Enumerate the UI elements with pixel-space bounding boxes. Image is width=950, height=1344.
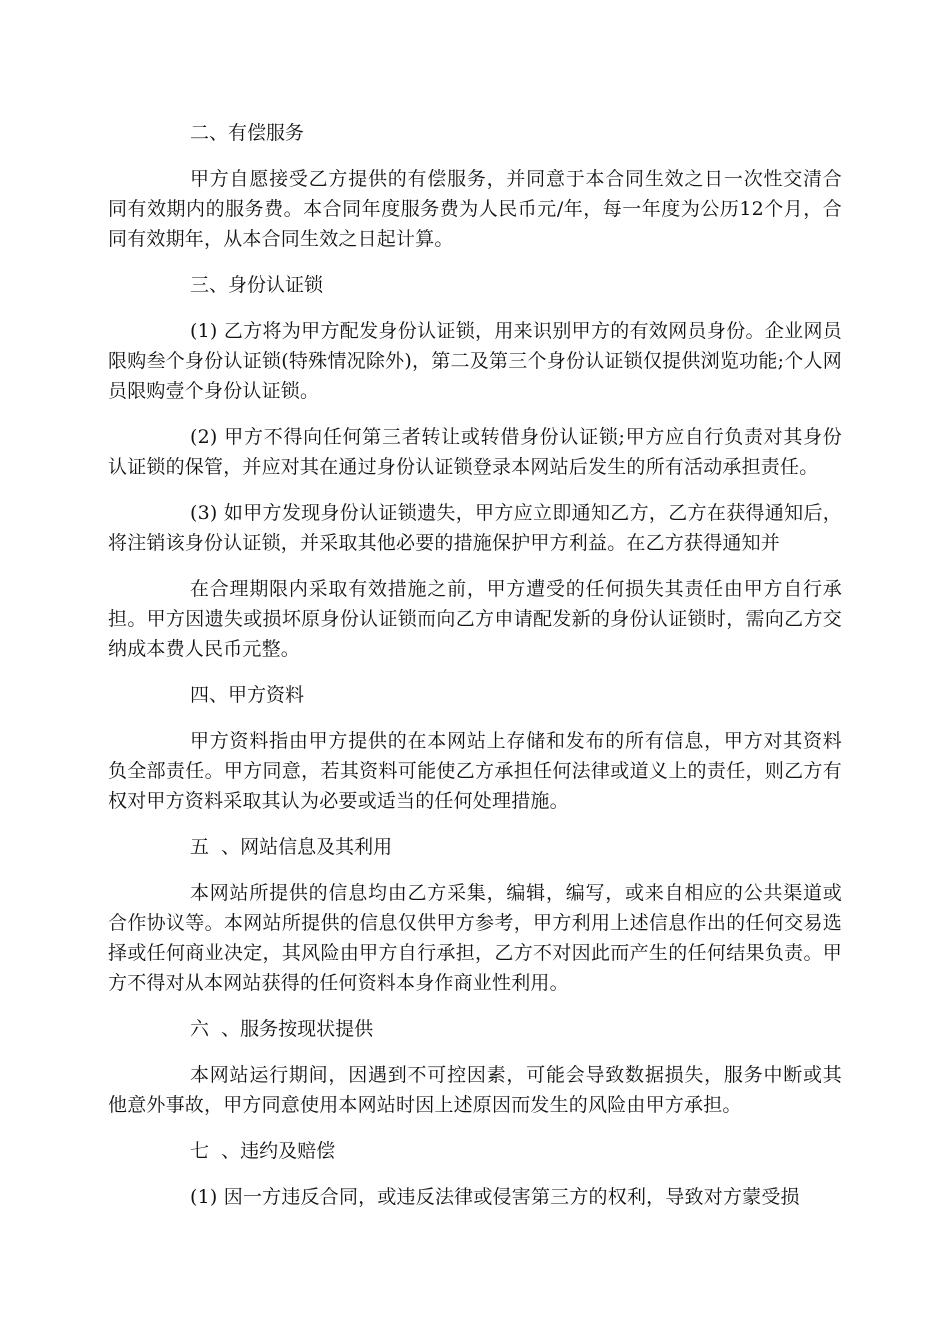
section-heading-4: 四、甲方资料 xyxy=(190,684,305,706)
section-heading-7: 七 、违约及赔偿 xyxy=(190,1140,336,1162)
paragraph-site-info: 本网站所提供的信息均由乙方采集，编辑，编写，或来自相应的公共渠道或合作协议等。本网站所提供的信息仅供甲方参考，甲方利用上述信息作出的任何交易选择或任何商业决定，其风险由甲方自行承担，乙方不对因此而产生的任何结果负责。甲方不得对从本网站获得的任何资料本身作商业性利用。 xyxy=(108,882,842,994)
paragraph-auth-lock-3-cont: 在合理期限内采取有效措施之前，甲方遭受的任何损失其责任由甲方自行承担。甲方因遗失或损坏原身份认证锁而向乙方申请配发新的身份认证锁时，需向乙方交纳成本费人民币元整。 xyxy=(108,578,842,660)
section-heading-3: 三、身份认证锁 xyxy=(190,274,324,296)
paragraph-auth-lock-1: (1) 乙方将为甲方配发身份认证锁，用来识别甲方的有效网员身份。企业网员限购叁个身份认证锁(特殊情况除外)，第二及第三个身份认证锁仅提供浏览功能;个人网员限购壹个身份认证锁。 xyxy=(108,320,842,402)
paragraph-auth-lock-2: (2) 甲方不得向任何第三者转让或转借身份认证锁;甲方应自行负责对其身份认证锁的保管，并应对其在通过身份认证锁登录本网站后发生的所有活动承担责任。 xyxy=(108,426,842,478)
section-heading-6: 六 、服务按现状提供 xyxy=(190,1018,374,1040)
document-body xyxy=(108,118,842,1212)
section-heading-5: 五 、网站信息及其利用 xyxy=(190,836,393,858)
paragraph-as-is: 本网站运行期间，因遇到不可控因素，可能会导致数据损失，服务中断或其他意外事故，甲方同意使用本网站时因上述原因而发生的风险由甲方承担。 xyxy=(108,1064,842,1116)
section-heading-2: 二、有偿服务 xyxy=(190,122,305,144)
paragraph-auth-lock-3: (3) 如甲方发现身份认证锁遗失，甲方应立即通知乙方，乙方在获得通知后，将注销该身份认证锁，并采取其他必要的措施保护甲方利益。在乙方获得通知并 xyxy=(108,502,842,554)
paragraph-party-a-data: 甲方资料指由甲方提供的在本网站上存储和发布的所有信息，甲方对其资料负全部责任。甲方同意，若其资料可能使乙方承担任何法律或道义上的责任，则乙方有权对甲方资料采取其认为必要或适当的任何处理措施。 xyxy=(108,730,842,812)
paragraph-paid-service: 甲方自愿接受乙方提供的有偿服务，并同意于本合同生效之日一次性交清合同有效期内的服务费。本合同年度服务费为人民币元/年，每一年度为公历12个月，合同有效期年，从本合同生效之日起计算。 xyxy=(108,168,842,250)
paragraph-breach-1: (1) 因一方违反合同，或违反法律或侵害第三方的权利，导致对方蒙受损 xyxy=(190,1186,800,1208)
